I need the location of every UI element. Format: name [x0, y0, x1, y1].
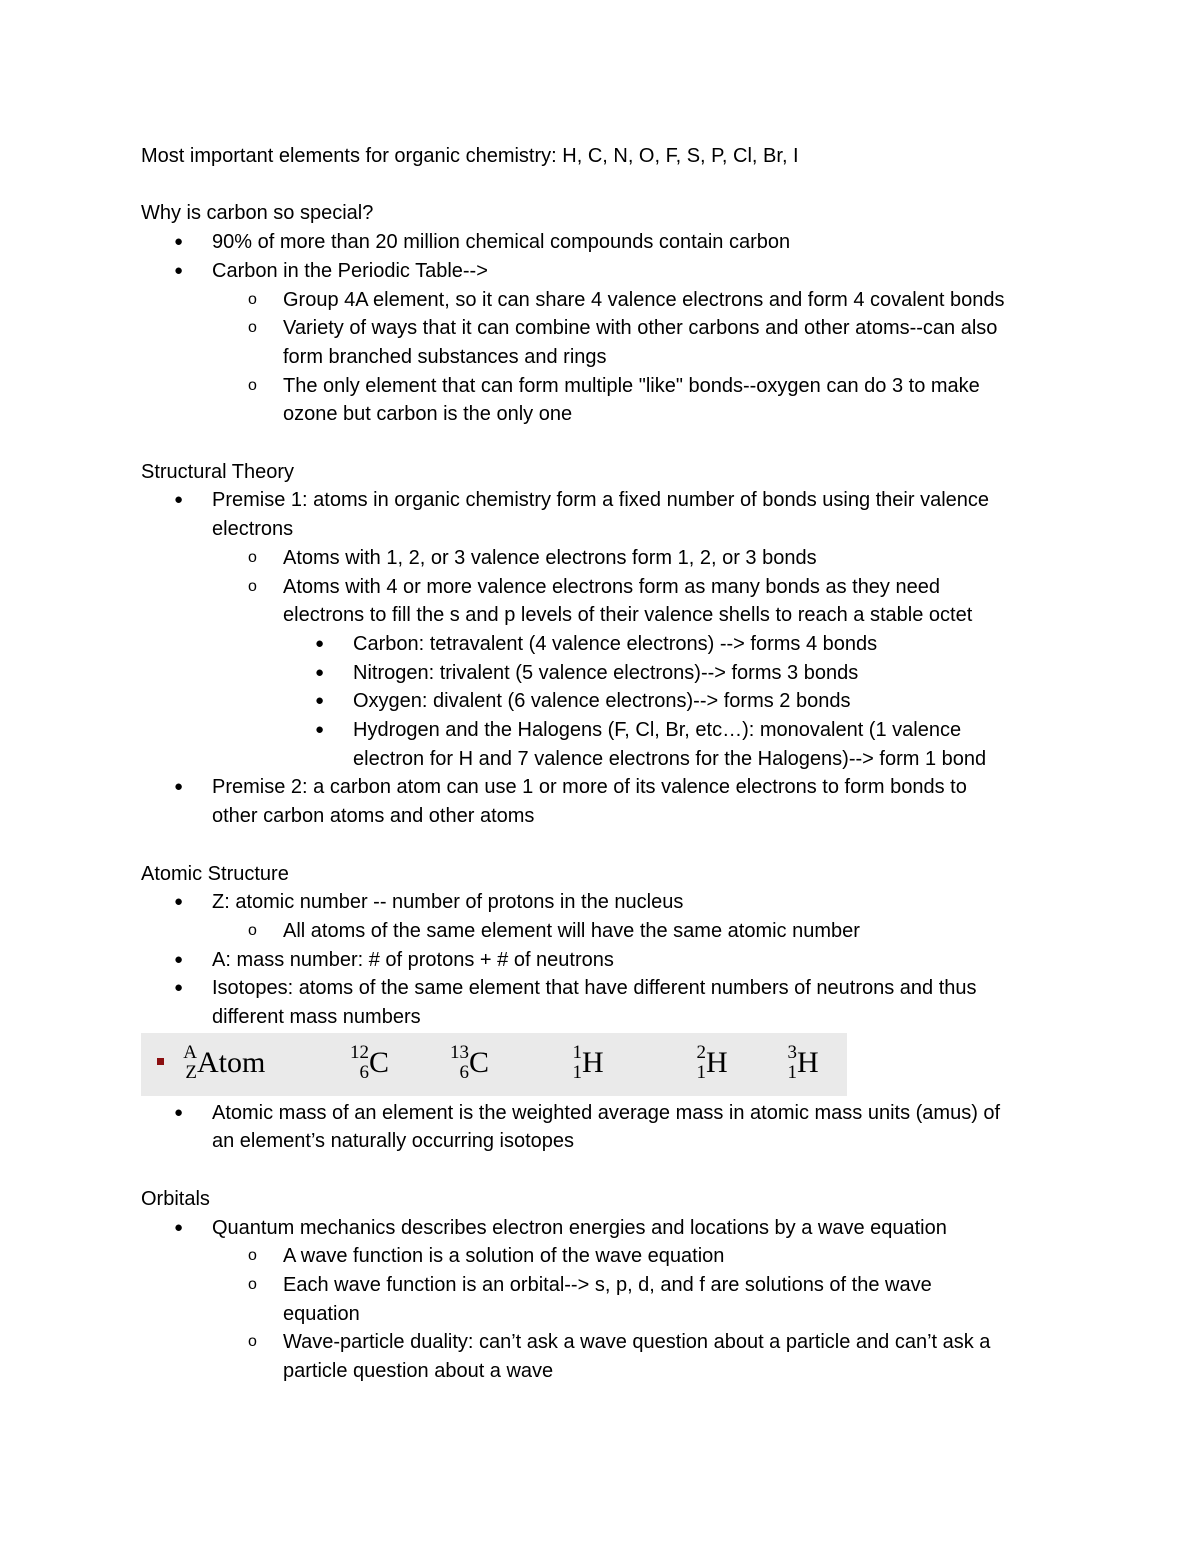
- sub-list-item: o Group 4A element, so it can share 4 valence electrons and form 4 covalent bonds: [141, 286, 1071, 315]
- sub-list-item: o The only element that can form multiple "like" bonds--oxygen can do 3 to make: [141, 372, 1071, 401]
- bullet-icon: ●: [174, 491, 184, 509]
- list-item: ● Quantum mechanics describes electron energies and locations by a wave equation: [141, 1214, 1071, 1243]
- circle-bullet-icon: o: [248, 319, 257, 337]
- sub-list-item: o Each wave function is an orbital--> s, p, d, and f are solutions of the wave: [141, 1271, 1071, 1300]
- list-item: ● Isotopes: atoms of the same element that have different numbers of neutrons and thus: [141, 974, 1071, 1003]
- sub-list-item: o Atoms with 1, 2, or 3 valence electrons form 1, 2, or 3 bonds: [141, 544, 1071, 573]
- sub-list-item-continued: ozone but carbon is the only one: [283, 403, 573, 426]
- bullet-icon: ●: [174, 979, 184, 997]
- sub-list-item: o Wave-particle duality: can’t ask a wave question about a particle and can’t ask a: [141, 1328, 1071, 1357]
- circle-bullet-icon: o: [248, 1275, 257, 1293]
- bullet-icon: ●: [174, 233, 184, 251]
- list-item-continued: other carbon atoms and other atoms: [212, 805, 535, 828]
- bullet-icon: ●: [315, 663, 325, 681]
- list-item: ● Premise 1: atoms in organic chemistry form a fixed number of bonds using their valence: [141, 486, 1071, 515]
- section-heading-carbon: Why is carbon so special?: [141, 202, 374, 225]
- sub-list-item-continued: equation: [283, 1302, 360, 1325]
- sub-list-item: o All atoms of the same element will have the same atomic number: [141, 917, 1071, 946]
- sub-list-item-continued: particle question about a wave: [283, 1360, 554, 1383]
- square-bullet-icon: [157, 1058, 164, 1065]
- circle-bullet-icon: o: [248, 577, 257, 595]
- sub-list-item: o Atoms with 4 or more valence electrons form as many bonds as they need: [141, 573, 1071, 602]
- section-heading-structural: Structural Theory: [141, 460, 295, 483]
- circle-bullet-icon: o: [248, 1333, 257, 1351]
- circle-bullet-icon: o: [248, 376, 257, 394]
- sub-sub-list-item-continued: electron for H and 7 valence electrons for the Halogens)--> form 1 bond: [353, 747, 987, 770]
- notes-body: [141, 142, 1071, 1386]
- bullet-icon: ●: [174, 1218, 184, 1236]
- section-heading-atomic: Atomic Structure: [141, 862, 289, 885]
- list-item: ● Premise 2: a carbon atom can use 1 or more of its valence electrons to form bonds to: [141, 773, 1071, 802]
- bullet-icon: ●: [315, 721, 325, 739]
- circle-bullet-icon: o: [248, 1247, 257, 1265]
- sub-list-item-continued: form branched substances and rings: [283, 345, 607, 368]
- bullet-icon: ●: [315, 692, 325, 710]
- list-item-continued: electrons: [212, 518, 294, 541]
- bullet-icon: ●: [315, 634, 325, 652]
- bullet-icon: ●: [174, 893, 184, 911]
- section-heading-orbitals: Orbitals: [141, 1187, 210, 1210]
- sub-sub-list-item: ● Carbon: tetravalent (4 valence electrons) --> forms 4 bonds: [141, 630, 1071, 659]
- circle-bullet-icon: o: [248, 548, 257, 566]
- intro-line: Most important elements for organic chemistry: H, C, N, O, F, S, P, Cl, Br, I: [141, 145, 799, 167]
- bullet-icon: ●: [174, 1103, 184, 1121]
- list-item: ● 90% of more than 20 million chemical compounds contain carbon: [141, 228, 1071, 257]
- sub-list-item-continued: electrons to fill the s and p levels of their valence shells to reach a stable octet: [283, 604, 973, 627]
- list-item: ● Atomic mass of an element is the weighted average mass in atomic mass units (amus) of: [141, 1099, 1071, 1128]
- sub-list-item: o A wave function is a solution of the wave equation: [141, 1242, 1071, 1271]
- circle-bullet-icon: o: [248, 290, 257, 308]
- list-item: ● Carbon in the Periodic Table-->: [141, 257, 1071, 286]
- sub-sub-list-item: ● Oxygen: divalent (6 valence electrons)--> forms 2 bonds: [141, 687, 1071, 716]
- list-item: ● Z: atomic number -- number of protons in the nucleus: [141, 888, 1071, 917]
- isotope-notation-band: A Z Atom 12 6 C 13 6 C 1 1 H 2 1 H 3 1 H: [141, 1033, 847, 1096]
- spacer: [141, 429, 1071, 458]
- bullet-icon: ●: [174, 778, 184, 796]
- spacer: [141, 171, 1071, 200]
- sub-list-item: o Variety of ways that it can combine with other carbons and other atoms--can also: [141, 314, 1071, 343]
- sub-sub-list-item: ● Hydrogen and the Halogens (F, Cl, Br, etc…): monovalent (1 valence: [141, 716, 1071, 745]
- list-item: ● A: mass number: # of protons + # of neutrons: [141, 946, 1071, 975]
- sub-sub-list-item: ● Nitrogen: trivalent (5 valence electrons)--> forms 3 bonds: [141, 659, 1071, 688]
- spacer: [141, 831, 1071, 860]
- circle-bullet-icon: o: [248, 921, 257, 939]
- list-item-continued: different mass numbers: [212, 1006, 421, 1029]
- bullet-icon: ●: [174, 950, 184, 968]
- spacer: [141, 1156, 1071, 1185]
- list-item-continued: an element’s naturally occurring isotopes: [212, 1130, 575, 1153]
- bullet-icon: ●: [174, 261, 184, 279]
